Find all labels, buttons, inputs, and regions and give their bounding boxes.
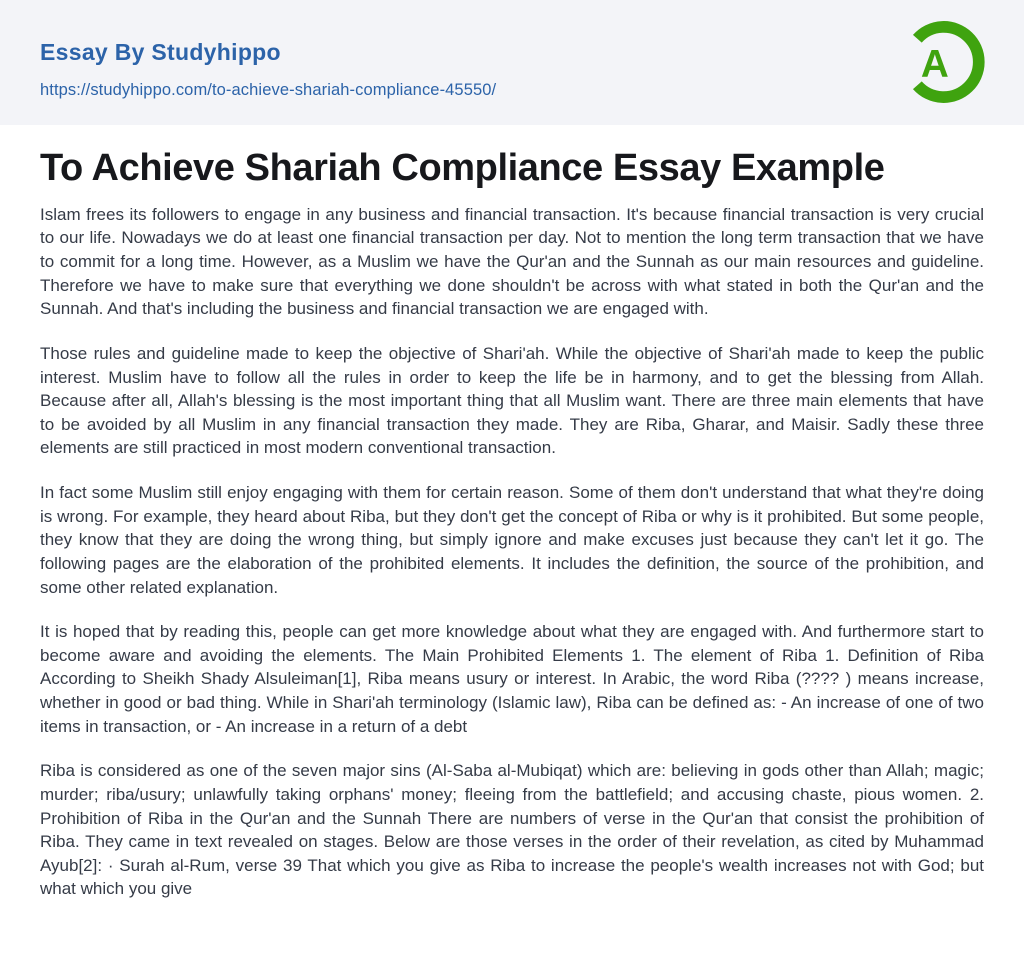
essay-paragraph-5: Riba is considered as one of the seven major sins (Al-Saba al-Mubiqat) which are: believing in gods other than Allah; magic; murder; riba/usury; unlawfully taking orphans' money; fleeing from the battlefield; and accusing chaste, pious women. 2. Prohibition of Riba in the Qur'an and the Sunnah There are numbers of verse in the Qur'an that consist the prohibition of Riba. They came in text revealed on stages. Below are those verses in the order of their revelation, as cited by Muhammad Ayub[2]: · Surah al-Rum, verse 39 That which you give as Riba to increase the people's wealth increases not with God; but what which you give — [40, 761, 984, 899]
essay-paragraph-3: In fact some Muslim still enjoy engaging with them for certain reason. Some of them don't understand that what they're doing is wrong. For example, they heard about Riba, but they don't get the concept of Riba or why is it prohibited. But some people, they know that they are doing the wrong thing, but simply ignore and make excuses just because they can't let it go. The following pages are the elaboration of the prohibited elements. It includes the definition, the source of the prohibition, and some other related explanation. — [40, 483, 984, 597]
essay-paragraph-2: Those rules and guideline made to keep the objective of Shari'ah. While the objective of Shari'ah made to keep the public interest. Muslim have to follow all the rules in order to keep the life be in harmony, and to get the blessing from Allah. Because after all, Allah's blessing is the most important thing that all Muslim want. There are three main elements that have to be avoided by all Muslim in any financial transaction they made. They are Riba, Gharar, and Maisir. Sadly these three elements are still practiced in most modern conventional transaction. — [40, 343, 984, 458]
essay-content — [0, 125, 1024, 931]
essay-title: To Achieve Shariah Compliance Essay Example — [40, 147, 885, 189]
page-header — [0, 0, 1024, 125]
essay-paragraph-4: It is hoped that by reading this, people can get more knowledge about what they are engaged with. And furthermore start to become aware and avoiding the elements. The Main Prohibited Elements 1. The element of Riba 1. Definition of Riba According to Sheikh Shady Alsuleiman[1], Riba means usury or interest. In Arabic, the word Riba (???? ) means increase, whether in good or bad thing. While in Shari'ah terminology (Islamic law), Riba can be defined as: - An increase of one of two items in transaction, or - An increase in a return of a debt — [40, 622, 984, 736]
essay-paragraph-1: Islam frees its followers to engage in any business and financial transaction. It's because financial transaction is very crucial to our life. Nowadays we do at least one financial transaction per day. Not to mention the long term transaction that we have to commit for a long time. However, as a Muslim we have the Qur'an and the Sunnah as our main resources and guideline. Therefore we have to make sure that everything we done shouldn't be across with what stated in both the Qur'an and the Sunnah. And that's including the business and financial transaction we are engaged with. — [40, 204, 984, 319]
site-title: Essay By Studyhippo — [40, 39, 281, 65]
studyhippo-logo — [898, 17, 988, 107]
essay-url-link[interactable]: https://studyhippo.com/to-achieve-shariah-compliance-45550/ — [40, 81, 497, 100]
logo-letter-icon: A — [920, 42, 949, 86]
